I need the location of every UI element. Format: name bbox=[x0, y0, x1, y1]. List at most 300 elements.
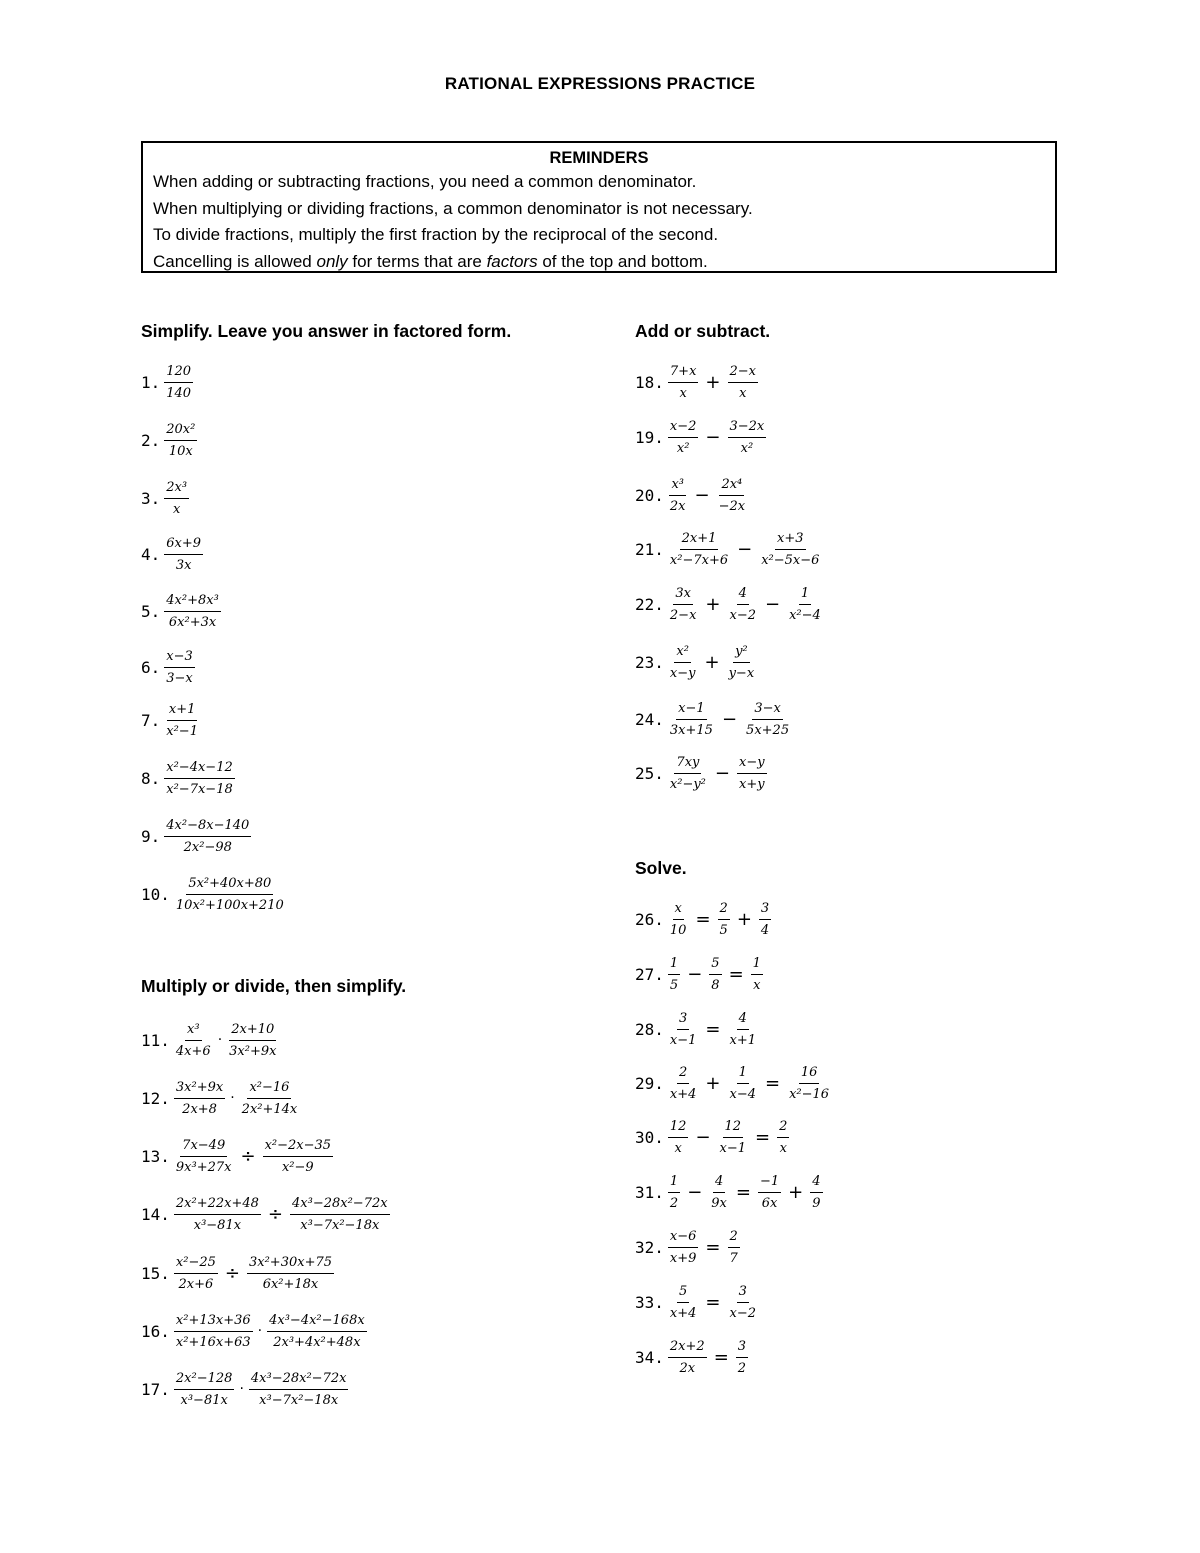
fraction bbox=[737, 754, 767, 793]
problem-28 bbox=[635, 1005, 760, 1053]
fraction bbox=[249, 1370, 349, 1409]
numerator: 2 bbox=[718, 900, 730, 920]
denominator: x³−7x²−18x bbox=[259, 1392, 339, 1408]
fraction bbox=[267, 1312, 367, 1351]
denominator: x²+16x+63 bbox=[175, 1334, 251, 1350]
problem-number: 18. bbox=[635, 372, 664, 392]
fraction bbox=[240, 1079, 300, 1118]
operator: · bbox=[239, 1381, 244, 1397]
denominator: x−2 bbox=[729, 607, 756, 623]
operator: = bbox=[705, 1236, 721, 1258]
fraction bbox=[164, 759, 234, 798]
numerator: 5x²+40x+80 bbox=[186, 875, 273, 895]
fraction bbox=[668, 1228, 699, 1267]
denominator: x³−81x bbox=[180, 1392, 228, 1408]
reminder-line-4-c: for terms that are bbox=[347, 251, 487, 271]
reminder-line-2: When multiplying or dividing fractions, a common denominator is not necessary. bbox=[153, 198, 753, 218]
denominator: x−y bbox=[669, 665, 696, 681]
denominator: x bbox=[739, 385, 747, 401]
operator: ÷ bbox=[240, 1145, 256, 1167]
denominator: x−1 bbox=[669, 1032, 697, 1048]
problem-number: 7. bbox=[141, 710, 161, 730]
problem-19 bbox=[635, 413, 768, 461]
problem-1 bbox=[141, 358, 195, 406]
operator: − bbox=[705, 426, 721, 448]
operator: + bbox=[705, 1072, 721, 1094]
operator: + bbox=[788, 1181, 804, 1203]
denominator: 5 bbox=[719, 922, 728, 938]
denominator: x+4 bbox=[669, 1086, 697, 1102]
problem-25 bbox=[635, 749, 769, 797]
problem-31 bbox=[635, 1168, 825, 1216]
operator: = bbox=[765, 1072, 781, 1094]
denominator: x bbox=[173, 501, 181, 517]
problem-number: 17. bbox=[141, 1379, 170, 1399]
problem-number: 9. bbox=[141, 826, 161, 846]
problem-30 bbox=[635, 1113, 791, 1161]
denominator: x−4 bbox=[729, 1086, 756, 1102]
numerator: 3−x bbox=[752, 700, 783, 720]
numerator: 2 bbox=[728, 1228, 740, 1248]
denominator: 2−x bbox=[669, 607, 697, 623]
fraction bbox=[728, 1010, 759, 1049]
denominator: 8 bbox=[711, 977, 720, 993]
numerator: 2x³ bbox=[164, 479, 189, 499]
denominator: 2x+6 bbox=[178, 1276, 214, 1292]
fraction bbox=[164, 648, 195, 687]
problem-number: 13. bbox=[141, 1146, 170, 1166]
problem-27 bbox=[635, 950, 765, 998]
numerator: 6x+9 bbox=[164, 535, 203, 555]
numerator: 2x+10 bbox=[229, 1021, 276, 1041]
fraction bbox=[787, 585, 823, 624]
problem-14 bbox=[141, 1190, 392, 1238]
fraction bbox=[668, 1283, 699, 1322]
fraction bbox=[728, 1283, 759, 1322]
denominator: 10 bbox=[669, 922, 687, 938]
denominator: 10x²+100x+210 bbox=[175, 897, 284, 913]
operator: = bbox=[705, 1018, 721, 1040]
denominator: x−1 bbox=[719, 1140, 747, 1156]
page-title: RATIONAL EXPRESSIONS PRACTICE bbox=[444, 74, 756, 93]
fraction bbox=[728, 1228, 740, 1267]
problem-20 bbox=[635, 471, 749, 519]
problem-number: 24. bbox=[635, 709, 664, 729]
numerator: x−y bbox=[737, 754, 767, 774]
numerator: 4x³−28x²−72x bbox=[290, 1195, 390, 1215]
numerator: 7+x bbox=[668, 363, 699, 383]
problem-number: 19. bbox=[635, 427, 664, 447]
fraction bbox=[758, 1173, 781, 1212]
section-add-subtract: Add or subtract. bbox=[635, 321, 771, 341]
fraction bbox=[728, 363, 759, 402]
numerator: 4x³−28x²−72x bbox=[249, 1370, 349, 1390]
denominator: 2x²−98 bbox=[183, 839, 232, 855]
fraction bbox=[174, 1021, 213, 1060]
operator: − bbox=[694, 484, 710, 506]
problem-7 bbox=[141, 696, 202, 744]
numerator: 2x²+22x+48 bbox=[174, 1195, 261, 1215]
denominator: x²−7x+6 bbox=[669, 552, 729, 568]
denominator: x²−7x−18 bbox=[166, 781, 233, 797]
fraction bbox=[727, 643, 757, 682]
denominator: −2x bbox=[718, 498, 746, 514]
operator: · bbox=[217, 1032, 223, 1048]
problem-number: 25. bbox=[635, 763, 664, 783]
problem-number: 23. bbox=[635, 652, 664, 672]
problem-5 bbox=[141, 587, 223, 635]
problem-number: 20. bbox=[635, 485, 664, 505]
fraction bbox=[810, 1173, 822, 1212]
problem-24 bbox=[635, 695, 793, 743]
denominator: 4 bbox=[760, 922, 770, 938]
denominator: x² bbox=[740, 440, 754, 456]
problem-17 bbox=[141, 1365, 350, 1413]
problem-number: 4. bbox=[141, 544, 161, 564]
numerator: 3 bbox=[736, 1338, 748, 1358]
numerator: x²−16 bbox=[247, 1079, 291, 1099]
fraction bbox=[668, 476, 688, 515]
denominator: 2x bbox=[669, 498, 686, 514]
numerator: 16 bbox=[799, 1064, 820, 1084]
fraction bbox=[777, 1118, 789, 1157]
problem-3 bbox=[141, 474, 191, 522]
denominator: 2 bbox=[737, 1360, 747, 1376]
problem-21 bbox=[635, 525, 823, 573]
reminders-box bbox=[141, 141, 1057, 273]
denominator: 2 bbox=[669, 1195, 679, 1211]
numerator: 3x²+9x bbox=[174, 1079, 225, 1099]
numerator: 2 bbox=[677, 1064, 689, 1084]
fraction bbox=[164, 363, 193, 402]
denominator: 6x bbox=[761, 1195, 778, 1211]
problem-22 bbox=[635, 580, 825, 628]
problem-number: 34. bbox=[635, 1347, 664, 1367]
denominator: 9x³+27x bbox=[175, 1159, 232, 1175]
denominator: 4x+6 bbox=[175, 1043, 211, 1059]
reminder-line-1: When adding or subtracting fractions, you need a common denominator. bbox=[153, 172, 697, 191]
operator: − bbox=[695, 1126, 711, 1148]
denominator: 3x²+9x bbox=[229, 1043, 277, 1059]
problem-number: 3. bbox=[141, 488, 161, 508]
problem-number: 33. bbox=[635, 1292, 664, 1312]
fraction bbox=[164, 535, 203, 574]
problem-number: 16. bbox=[141, 1321, 170, 1341]
numerator: 7xy bbox=[674, 754, 701, 774]
numerator: x²−25 bbox=[174, 1254, 218, 1274]
section-simplify: Simplify. Leave you answer in factored form. bbox=[141, 321, 512, 341]
numerator: 3 bbox=[677, 1010, 689, 1030]
problem-13 bbox=[141, 1132, 335, 1180]
numerator: 1 bbox=[799, 585, 811, 605]
denominator: 2x+8 bbox=[182, 1101, 217, 1117]
problem-29 bbox=[635, 1059, 833, 1107]
problem-number: 2. bbox=[141, 430, 161, 450]
numerator: 3x²+30x+75 bbox=[247, 1254, 334, 1274]
problem-number: 22. bbox=[635, 594, 664, 614]
problem-15 bbox=[141, 1249, 336, 1297]
numerator: 2 bbox=[777, 1118, 789, 1138]
problem-12 bbox=[141, 1074, 301, 1122]
denominator: x−2 bbox=[729, 1305, 756, 1321]
fraction bbox=[668, 700, 715, 739]
fraction bbox=[759, 530, 821, 569]
denominator: 3−x bbox=[166, 670, 193, 686]
problem-number: 12. bbox=[141, 1088, 170, 1108]
operator: − bbox=[687, 963, 703, 985]
fraction bbox=[709, 1173, 729, 1212]
numerator: 4 bbox=[713, 1173, 725, 1193]
denominator: 9x bbox=[711, 1195, 727, 1211]
denominator: 10x bbox=[168, 443, 193, 459]
denominator: x²−4 bbox=[789, 607, 821, 623]
fraction bbox=[227, 1021, 278, 1060]
problem-number: 29. bbox=[635, 1073, 664, 1093]
denominator: 2x³+4x²+48x bbox=[273, 1334, 361, 1350]
denominator: x+9 bbox=[669, 1250, 697, 1266]
problem-number: 10. bbox=[141, 884, 170, 904]
denominator: x²−1 bbox=[166, 723, 198, 739]
numerator: x+3 bbox=[775, 530, 806, 550]
operator: + bbox=[705, 371, 721, 393]
fraction bbox=[164, 817, 251, 856]
reminder-line-4 bbox=[153, 249, 1045, 276]
denominator: 140 bbox=[166, 385, 192, 401]
fraction bbox=[668, 1173, 680, 1212]
denominator: 3x+15 bbox=[669, 722, 713, 738]
problem-18 bbox=[635, 358, 760, 406]
problem-8 bbox=[141, 754, 237, 802]
fraction bbox=[668, 363, 699, 402]
operator: = bbox=[705, 1291, 721, 1313]
problem-number: 21. bbox=[635, 539, 664, 559]
fraction bbox=[263, 1137, 333, 1176]
denominator: x²−16 bbox=[789, 1086, 830, 1102]
problem-32 bbox=[635, 1223, 742, 1271]
fraction bbox=[164, 421, 197, 460]
problem-number: 14. bbox=[141, 1204, 170, 1224]
fraction bbox=[174, 1370, 235, 1409]
operator: + bbox=[705, 593, 721, 615]
numerator: x²−2x−35 bbox=[263, 1137, 333, 1157]
problem-2 bbox=[141, 416, 199, 464]
fraction bbox=[668, 754, 708, 793]
numerator: 3 bbox=[737, 1283, 749, 1303]
operator: − bbox=[765, 593, 781, 615]
operator: = bbox=[713, 1346, 729, 1368]
numerator: x−1 bbox=[676, 700, 707, 720]
operator: − bbox=[714, 762, 730, 784]
numerator: 4 bbox=[737, 585, 749, 605]
denominator: x bbox=[674, 1140, 682, 1156]
fraction bbox=[728, 585, 759, 624]
fraction bbox=[164, 701, 200, 740]
numerator: 2−x bbox=[728, 363, 759, 383]
numerator: x−6 bbox=[668, 1228, 699, 1248]
problem-6 bbox=[141, 643, 197, 691]
numerator: 1 bbox=[751, 955, 763, 975]
numerator: 4 bbox=[737, 1010, 749, 1030]
denominator: 5x+25 bbox=[746, 722, 790, 738]
denominator: x²−5x−6 bbox=[761, 552, 820, 568]
fraction bbox=[787, 1064, 831, 1103]
problem-number: 5. bbox=[141, 601, 161, 621]
fraction bbox=[668, 643, 698, 682]
problem-16 bbox=[141, 1307, 369, 1355]
denominator: x³−81x bbox=[193, 1217, 242, 1233]
fraction bbox=[164, 592, 221, 631]
numerator: y² bbox=[733, 643, 750, 663]
problem-number: 26. bbox=[635, 909, 664, 929]
numerator: 2x+1 bbox=[680, 530, 719, 550]
numerator: 2x⁴ bbox=[719, 476, 744, 496]
problem-number: 28. bbox=[635, 1019, 664, 1039]
denominator: x²−y² bbox=[669, 776, 706, 792]
problem-33 bbox=[635, 1278, 760, 1326]
denominator: x+1 bbox=[729, 1032, 756, 1048]
denominator: 6x²+18x bbox=[262, 1276, 319, 1292]
numerator: x+1 bbox=[167, 701, 198, 721]
numerator: x²−4x−12 bbox=[164, 759, 234, 779]
problem-26 bbox=[635, 895, 773, 943]
numerator: x−3 bbox=[164, 648, 195, 668]
numerator: x−2 bbox=[668, 418, 699, 438]
section-multiply-divide: Multiply or divide, then simplify. bbox=[141, 976, 407, 996]
operator: ÷ bbox=[224, 1262, 240, 1284]
fraction bbox=[290, 1195, 390, 1234]
numerator: x² bbox=[674, 643, 691, 663]
numerator: 1 bbox=[668, 955, 680, 975]
problem-number: 30. bbox=[635, 1127, 664, 1147]
denominator: 3x bbox=[175, 557, 192, 573]
operator: − bbox=[721, 708, 738, 730]
numerator: 12 bbox=[668, 1118, 689, 1138]
problem-number: 15. bbox=[141, 1263, 170, 1283]
problem-number: 27. bbox=[635, 964, 664, 984]
denominator: 5 bbox=[669, 977, 679, 993]
fraction bbox=[717, 476, 748, 515]
denominator: x²−9 bbox=[281, 1159, 314, 1175]
operator: − bbox=[687, 1181, 703, 1203]
denominator: x+4 bbox=[669, 1305, 697, 1321]
numerator: 3 bbox=[759, 900, 771, 920]
operator: = bbox=[735, 1181, 751, 1203]
fraction bbox=[728, 1064, 759, 1103]
fraction bbox=[668, 1010, 699, 1049]
problem-23 bbox=[635, 638, 758, 686]
fraction bbox=[164, 479, 189, 518]
numerator: x bbox=[673, 900, 684, 920]
reminder-emphasis-only: only bbox=[316, 251, 348, 271]
fraction bbox=[736, 1338, 748, 1377]
fraction bbox=[668, 900, 689, 939]
denominator: x bbox=[679, 385, 687, 401]
operator: · bbox=[230, 1090, 235, 1106]
fraction bbox=[668, 1118, 689, 1157]
operator: − bbox=[737, 538, 753, 560]
fraction bbox=[744, 700, 791, 739]
numerator: x²+13x+36 bbox=[174, 1312, 253, 1332]
reminder-line-4-e: of the top and bottom. bbox=[537, 251, 708, 271]
numerator: 12 bbox=[723, 1118, 744, 1138]
numerator: 1 bbox=[668, 1173, 680, 1193]
numerator: 4 bbox=[810, 1173, 822, 1193]
fraction bbox=[174, 1254, 218, 1293]
numerator: 3−2x bbox=[728, 418, 767, 438]
numerator: 7x−49 bbox=[180, 1137, 227, 1157]
section-solve: Solve. bbox=[635, 858, 687, 878]
operator: = bbox=[755, 1126, 771, 1148]
fraction bbox=[174, 1195, 261, 1234]
problem-number: 11. bbox=[141, 1030, 170, 1050]
numerator: 4x³−4x²−168x bbox=[267, 1312, 367, 1332]
numerator: 2x²−128 bbox=[174, 1370, 235, 1390]
fraction bbox=[174, 1079, 225, 1118]
operator: + bbox=[704, 651, 720, 673]
denominator: x³−7x²−18x bbox=[300, 1217, 380, 1233]
denominator: 6x²+3x bbox=[168, 614, 217, 630]
denominator: y−x bbox=[728, 665, 755, 681]
numerator: 120 bbox=[164, 363, 193, 383]
numerator: 20x² bbox=[164, 421, 197, 441]
fraction bbox=[174, 1137, 234, 1176]
problem-number: 1. bbox=[141, 372, 161, 392]
denominator: x bbox=[779, 1140, 787, 1156]
denominator: 2x bbox=[679, 1360, 696, 1376]
numerator: 4x²−8x−140 bbox=[164, 817, 251, 837]
fraction bbox=[668, 585, 699, 624]
fraction bbox=[759, 900, 771, 939]
fraction bbox=[751, 955, 763, 994]
denominator: 2x²+14x bbox=[241, 1101, 298, 1117]
numerator: x³ bbox=[669, 476, 686, 496]
numerator: 5 bbox=[677, 1283, 689, 1303]
denominator: x+y bbox=[739, 776, 765, 792]
numerator: x³ bbox=[185, 1021, 202, 1041]
fraction bbox=[668, 1064, 699, 1103]
operator: = bbox=[695, 908, 711, 930]
fraction bbox=[247, 1254, 334, 1293]
fraction bbox=[668, 418, 699, 457]
problem-34 bbox=[635, 1333, 750, 1381]
reminder-line-3: To divide fractions, multiply the first fraction by the reciprocal of the second. bbox=[153, 225, 719, 244]
fraction bbox=[668, 1338, 707, 1377]
denominator: x² bbox=[676, 440, 690, 456]
numerator: 2x+2 bbox=[668, 1338, 707, 1358]
operator: ÷ bbox=[267, 1203, 284, 1225]
numerator: 1 bbox=[737, 1064, 749, 1084]
numerator: 5 bbox=[709, 955, 721, 975]
fraction bbox=[718, 1118, 749, 1157]
fraction bbox=[709, 955, 721, 994]
problem-10 bbox=[141, 870, 288, 918]
numerator: 4x²+8x³ bbox=[164, 592, 221, 612]
numerator: −1 bbox=[758, 1173, 781, 1193]
fraction bbox=[668, 955, 680, 994]
operator: + bbox=[736, 908, 752, 930]
problem-11 bbox=[141, 1016, 280, 1064]
operator: · bbox=[257, 1323, 263, 1339]
denominator: 7 bbox=[729, 1250, 738, 1266]
problem-9 bbox=[141, 812, 253, 860]
reminder-emphasis-factors: factors bbox=[486, 251, 538, 271]
fraction bbox=[174, 875, 286, 914]
reminder-line-4-a: Cancelling is allowed bbox=[153, 251, 317, 271]
fraction bbox=[718, 900, 730, 939]
denominator: 9 bbox=[812, 1195, 821, 1211]
problem-4 bbox=[141, 530, 205, 578]
fraction bbox=[668, 530, 730, 569]
